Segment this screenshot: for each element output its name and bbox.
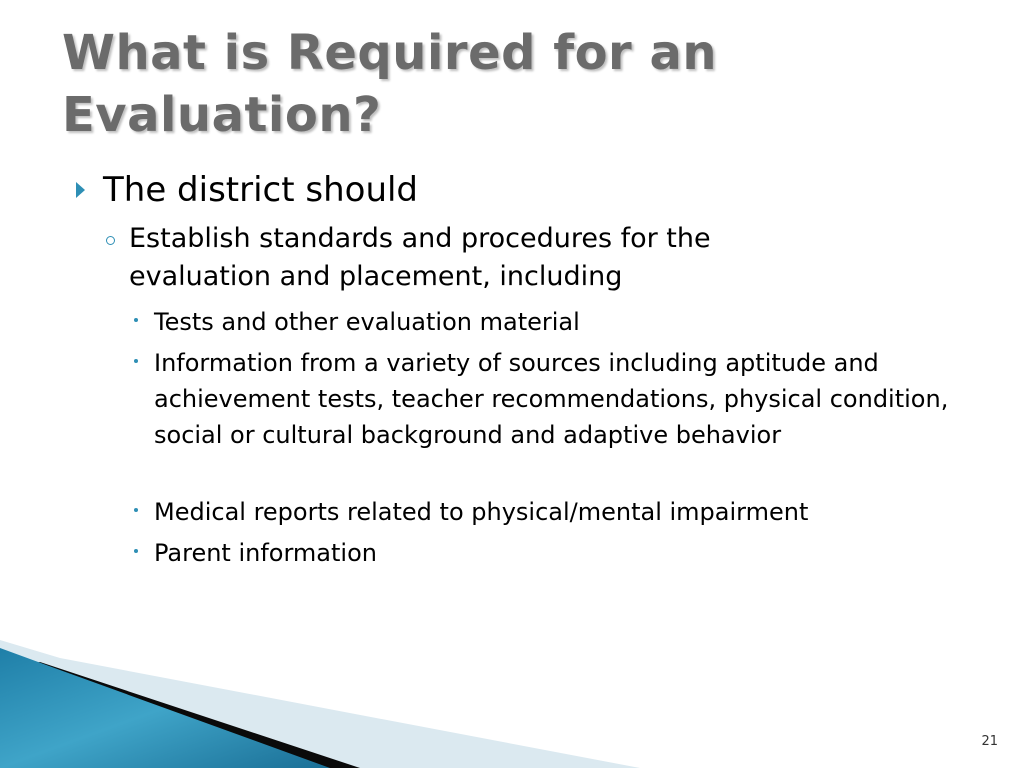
bullet-level3-item — [134, 345, 974, 453]
bullet-level3-text: Parent information — [154, 539, 377, 567]
arrow-bullet-icon — [76, 182, 85, 198]
slide-title: What is Required for an Evaluation? — [62, 25, 717, 143]
page-number: 21 — [981, 734, 998, 749]
ring-bullet-icon — [106, 236, 115, 245]
dot-bullet-icon — [134, 318, 138, 322]
bullet-level2 — [106, 220, 826, 296]
bullet-level1 — [76, 168, 418, 212]
dot-bullet-icon — [134, 359, 138, 363]
corner-decoration — [0, 640, 700, 768]
bullet-level3-item — [134, 494, 994, 530]
bullet-level1-text: The district should — [103, 170, 419, 210]
dot-bullet-icon — [134, 508, 138, 512]
bullet-level2-text: Establish standards and procedures for the evaluation and placement, including — [129, 223, 711, 292]
bullet-level3-text: Tests and other evaluation material — [154, 308, 580, 336]
bullet-level3-text: Information from a variety of sources including aptitude and achievement tests, teacher recommendations, physical condition, social or cultural background and adaptive behavior — [154, 349, 949, 449]
bullet-level3-item — [134, 535, 834, 571]
dot-bullet-icon — [134, 549, 138, 553]
bullet-level3-item — [134, 304, 834, 340]
bullet-level3-text: Medical reports related to physical/mental impairment — [154, 498, 809, 526]
